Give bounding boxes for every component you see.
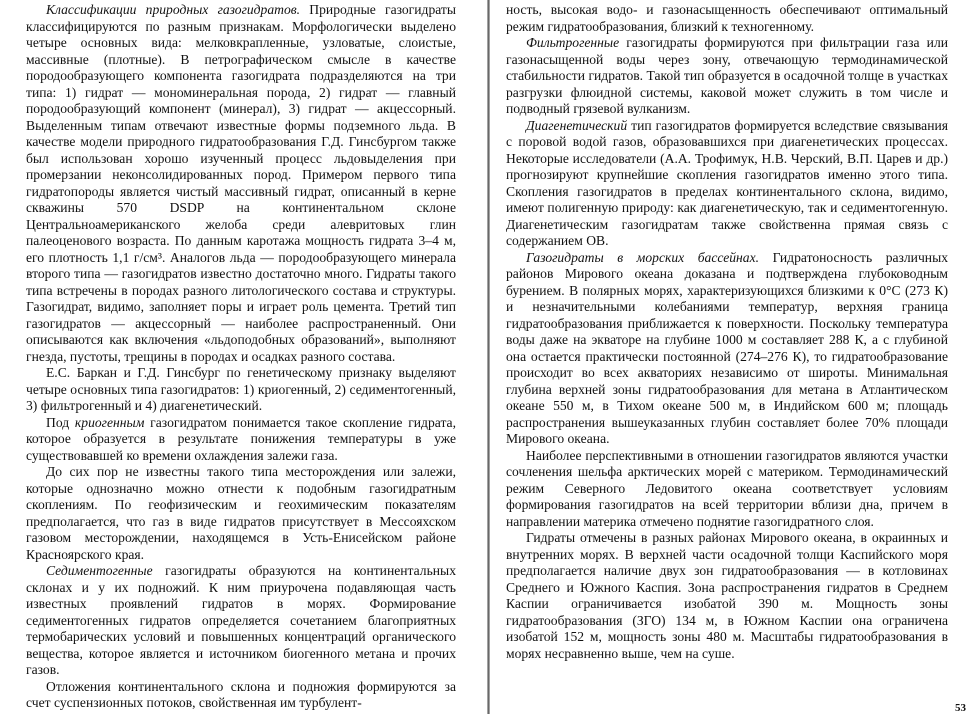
left-paragraph-6: Отложения континентального склона и подножия формируются за счет суспензионных потоков, свойственная им турбулент-	[26, 678, 456, 710]
right-paragraph-2	[506, 35, 948, 118]
term-sedimentogenic: Седиментогенные	[46, 563, 153, 578]
left-paragraph-1	[26, 2, 456, 365]
left-paragraph-3-text: газогидратом понимается такое скопление гидрата, которое образуется в результате понижения температуры в уже существовавшей ко времени охлаждения залежи газа.	[26, 414, 456, 463]
right-paragraph-3-text: тип газогидратов формируется вследствие связывания с поровой водой газов, образовавшихся при диагенетических процессах. Некоторые исследователи (А.А. Трофимук, Н.В. Черский, В.П. Царев и др.) прогнозируют крупнейшие скопления газогидратов именно этого типа. Скопления газогидратов в пределах континентального склона, видимо, имеют полигенную природу: как диагенетическую, так и седиментогенную. Диагенетическим газогидратам также свойственна прямая связь с содержанием ОВ.	[506, 117, 948, 248]
right-paragraph-6: Гидраты отмечены в разных районах Мирового океана, в окраинных и внутренних морях. В верхней части осадочной толщи Каспийского моря предполагается наличие двух зон гидратообразования — в котловинах Среднего и Южного Каспия. Зона распространения гидратов в Среднем Каспии ограничивается изобатой 390 м. Мощность зоны гидратообразования (ЗГО) 134 м, в Южном Каспии она ограничена изобатой 152 м, мощность зоны 480 м. Масштабы гидратообразования в морях несравненно выше, чем на суше.	[506, 530, 948, 661]
right-paragraph-3	[506, 118, 948, 250]
left-paragraph-3	[26, 415, 456, 465]
right-paragraph-1: ность, высокая водо- и газонасыщенность обеспечивают оптимальный режим гидратообразования, близкий к техногенному.	[506, 2, 948, 34]
term-classification: Классификации природных газогидратов.	[46, 2, 301, 17]
right-paragraph-5: Наиболее перспективными в отношении газогидратов являются участки сочленения шельфа арктических морей с материком. Термодинамический режим Северного Ледовитого океана соответствует условиям формирования газогидратов на всей территории вблизи дна, причем в направлении материка отмечено поднятие газогидратного слоя.	[506, 447, 948, 529]
term-filtrogenic: Фильтрогенные	[526, 35, 620, 50]
right-paragraph-2-text: газогидраты формируются при фильтрации газа или газонасыщенной воды через зону, отвечающую термодинамической стабильности гидратов. Такой тип образуется в осадочной толще в участках разгрузки флюидной системы, каковой может служить в том числе и подводный грязевой вулканизм.	[506, 35, 948, 116]
right-page-column	[506, 2, 948, 662]
term-marine-basins: Газогидраты в морских бассейнах.	[526, 249, 760, 265]
term-diagenetic: Диагенетический	[526, 117, 628, 133]
left-paragraph-1-text: Природные газогидраты классифицируются по разным признакам. Морфологически выделено четыре основных вида: мелковкрапленные, узловатые, слоистые, массивные (плотные). В петрографическом смысле в качестве породообразующего компонента газогидрата подразделяются на три типа: 1) гидрат — мономинеральная порода, 2) гидрат — главный породообразующий компонент (минерал), 3) гидрат — акцессорный. Выделенным типам отвечают известные формы подземного льда. В качестве модели природного гидратообразования Г.Д. Гинсбургом также был использован хорошо изученный процесс льдовыделения при промерзании неконсолидированных пород. Примером первого типа гидратопороды является чистый массивный гидрат, описанный в керне скважины 570 DSDP на континентальном склоне Центральноамериканского желоба среди алевритовых глин палеоценового возраста. По данным каротажа мощность гидрата 3–4 м, его плотность 1,1 г/см³. Аналогов льда — породообразующего минерала второго типа — газогидратов известно достаточно много. Гидраты такого типа встречены в породах разного литологического состава и структуры. Газогидрат, видимо, заполняет поры и играет роль цемента. Третий тип газогидратов — акцессорный — наиболее распространенный. Они описываются как включения «льдоподобных образований», выполняют гнезда, пустоты, трещины в породах и осадках разного состава.	[26, 2, 457, 364]
term-cryogenic: криогенным	[74, 414, 145, 430]
right-paragraph-4-text: Гидратоносность различных районов Мирового океана доказана и подтверждена глубоководным бурением. В полярных морях, характеризующихся близкими к 0°С (273 К) и незначительными колебаниями температур, верхняя граница гидратообразования приближается к поверхности. Поскольку температура воды даже на экваторе на глубине 1000 м составляет 288 К, а с глубиной она остается практически постоянной (274–276 К), то гидратообразование происходит во всех акваториях независимо от широты. Минимальная глубина верхней зоны гидратообразования для метана в Атлантическом океане 550 м, в Тихом океане 500 м, в Индийском 600 м; площадь распространения вышеуказанных глубин составляет более 70% площади Мирового океана.	[506, 249, 948, 446]
left-paragraph-3-lead: Под	[46, 414, 75, 430]
left-page-column	[26, 2, 456, 712]
left-paragraph-5	[26, 563, 456, 679]
page-number: 53	[955, 702, 966, 714]
right-paragraph-4	[506, 250, 948, 448]
book-gutter	[487, 0, 490, 714]
left-paragraph-4: До сих пор не известны такого типа месторождения или залежи, которые однозначно можно отнести к подобным газогидратным скоплениям. По геофизическим и геохимическим показателям предполагается, что газ в виде гидратов присутствует в Мессояхском газовом месторождении, находящемся в Усть-Енисейском районе Красноярского края.	[26, 464, 456, 562]
left-paragraph-5-text: газогидраты образуются на континентальных склонах и у их подножий. К ним приурочена подавляющая часть известных проявлений гидратов в морях. Формирование седиментогенных гидратов определяется сочетанием благоприятных термобарических условий и повышенных концентраций органического вещества, которое является и источником биогенного метана и прочих газов.	[26, 563, 456, 677]
left-paragraph-2: Е.С. Баркан и Г.Д. Гинсбург по генетическому признаку выделяют четыре основных типа газогидратов: 1) криогенный, 2) седиментогенный, 3) фильтрогенный и 4) диагенетический.	[26, 365, 456, 413]
